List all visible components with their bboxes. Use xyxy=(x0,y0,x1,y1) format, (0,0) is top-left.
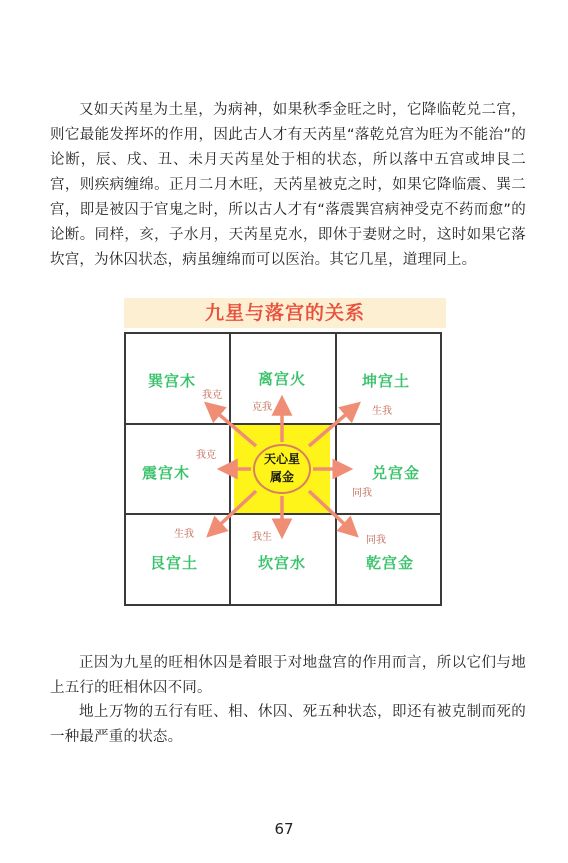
relation-kan: 我生 xyxy=(252,532,272,543)
diagram-title: 九星与落宫的关系 xyxy=(124,298,446,328)
palace-li: 离宫火 xyxy=(258,370,307,388)
center-star-name: 天心星 xyxy=(263,452,300,466)
arrow-to-gen xyxy=(210,491,256,534)
relation-gen: 生我 xyxy=(174,529,194,540)
palace-xun: 巽宫木 xyxy=(148,372,197,390)
page-number: 67 xyxy=(274,820,294,838)
paragraph-wangxiang: 正因为九星的旺相休囚是着眼于对地盘宫的作用而言，所以它们与地上五行的旺相休囚不同。 xyxy=(50,655,526,696)
relation-dui: 同我 xyxy=(352,488,372,499)
relation-li: 克我 xyxy=(252,402,272,413)
palace-gen: 艮宫土 xyxy=(150,554,199,572)
relation-xun: 我克 xyxy=(202,390,222,401)
paragraph-five-states: 地上万物的五行有旺、相、休囚、死五种状态，即还有被克制而死的一种最严重的状态。 xyxy=(50,704,526,745)
arrow-to-kun xyxy=(309,405,357,446)
center-star-element: 属金 xyxy=(269,470,294,484)
arrow-to-xun xyxy=(208,405,256,446)
relation-qian: 同我 xyxy=(366,535,386,546)
arrow-to-qian xyxy=(309,491,355,534)
relation-kun: 生我 xyxy=(372,406,392,417)
palace-dui: 兑宫金 xyxy=(372,464,421,482)
relation-zhen: 我克 xyxy=(196,450,216,461)
nine-stars-palace-diagram xyxy=(124,298,446,610)
palace-qian: 乾宫金 xyxy=(366,554,415,572)
palace-kun: 坤宫土 xyxy=(362,372,411,390)
palace-kan: 坎宫水 xyxy=(258,554,307,572)
paragraph-tianrui: 又如天芮星为土星，为病神，如果秋季金旺之时，它降临乾兑二宫，则它最能发挥坏的作用，因此古人才有天芮星“落乾兑宫为旺为不能治”的论断，辰、戌、丑、未月天芮星处于相的状态，所以落中五宫或坤艮二宫，则疾病缠绵。正月二月木旺，天芮星被克之时，如果它降临震、巽二宫，即是被囚于官鬼之时，所以古人才有“落震巽宫病神受克不药而愈”的论断。同样，亥，子水月，天芮星克水，即休于妻财之时，这时如果它落坎宫，为休囚状态，病虽缠绵而可以医治。其它几星，道理同上。 xyxy=(50,102,526,268)
palace-zhen: 震宫木 xyxy=(142,464,191,482)
